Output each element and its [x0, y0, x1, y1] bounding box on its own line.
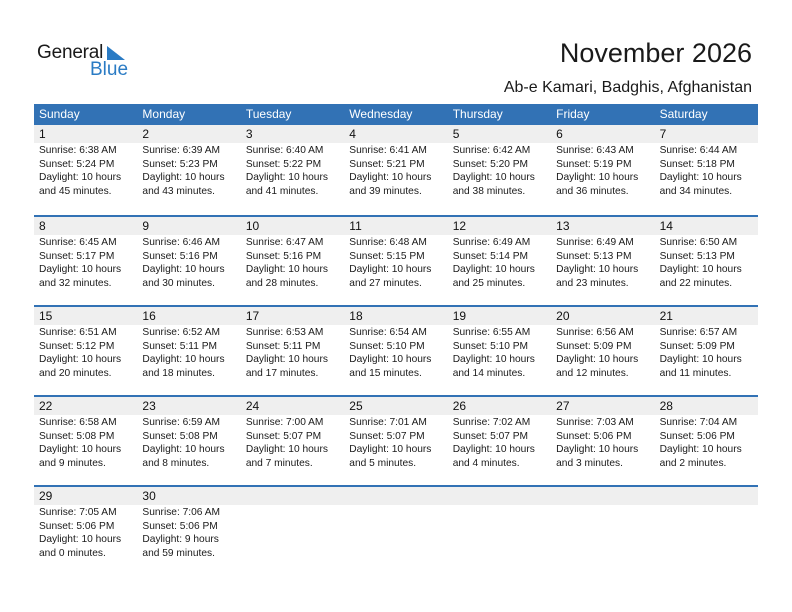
sunset-time: Sunset: 5:12 PM — [39, 340, 115, 352]
day-info — [137, 325, 240, 380]
sunset-time: Sunset: 5:20 PM — [452, 158, 529, 170]
calendar-week-row — [34, 125, 758, 215]
day-cell — [137, 487, 240, 575]
sunrise-time: Sunrise: 6:48 AM — [349, 237, 427, 248]
daylight-hours: Daylight: 10 hours — [556, 264, 639, 275]
daylight-hours: Daylight: 10 hours — [39, 172, 122, 183]
day-number: 20 — [551, 307, 654, 325]
day-number: 3 — [241, 125, 344, 143]
sunrise-time: Sunrise: 7:02 AM — [452, 417, 531, 428]
calendar-week-row — [34, 215, 758, 305]
day-number: 29 — [34, 487, 137, 505]
day-number: 6 — [551, 125, 654, 143]
daylight-hours: Daylight: 10 hours — [659, 172, 742, 183]
day-info — [34, 143, 137, 198]
daylight-hours: Daylight: 10 hours — [245, 444, 328, 455]
calendar-week-row — [34, 305, 758, 395]
day-info — [34, 415, 137, 470]
day-number: 14 — [655, 217, 758, 235]
daylight-hours: Daylight: 10 hours — [245, 354, 328, 365]
sunset-time: Sunset: 5:24 PM — [39, 158, 115, 170]
day-info — [551, 235, 654, 290]
sunrise-time: Sunrise: 6:57 AM — [659, 327, 738, 338]
daylight-minutes: and 5 minutes. — [349, 457, 417, 469]
day-info — [655, 143, 758, 198]
day-info — [34, 235, 137, 290]
day-cell — [241, 397, 344, 485]
sunset-time: Sunset: 5:17 PM — [39, 250, 115, 262]
weekday-saturday: Saturday — [659, 107, 708, 121]
day-number: 27 — [551, 397, 654, 415]
daylight-hours: Daylight: 10 hours — [659, 444, 742, 455]
daylight-minutes: and 9 minutes. — [39, 457, 106, 469]
day-info — [448, 325, 551, 380]
sunrise-time: Sunrise: 7:05 AM — [39, 507, 117, 518]
weekday-monday: Monday — [142, 107, 186, 121]
sunset-time: Sunset: 5:18 PM — [659, 158, 735, 170]
daylight-hours: Daylight: 10 hours — [142, 172, 225, 183]
day-number: 22 — [34, 397, 137, 415]
day-info — [137, 143, 240, 198]
daylight-hours: Daylight: 10 hours — [556, 354, 639, 365]
day-cell — [34, 217, 137, 305]
day-cell — [34, 125, 137, 215]
day-number: 10 — [241, 217, 344, 235]
sunrise-time: Sunrise: 6:53 AM — [245, 327, 324, 338]
location-subtitle: Ab-e Kamari, Badghis, Afghanistan — [503, 79, 752, 96]
day-info — [655, 235, 758, 290]
sunrise-time: Sunrise: 7:01 AM — [349, 417, 427, 428]
day-info — [344, 325, 447, 380]
sunrise-time: Sunrise: 6:50 AM — [659, 237, 738, 248]
sunset-time: Sunset: 5:16 PM — [245, 250, 322, 262]
day-info — [551, 143, 654, 198]
day-number: 24 — [241, 397, 344, 415]
daylight-minutes: and 43 minutes. — [142, 185, 215, 197]
daylight-hours: Daylight: 10 hours — [142, 444, 225, 455]
sunset-time: Sunset: 5:15 PM — [349, 250, 425, 262]
daylight-hours: Daylight: 10 hours — [39, 444, 122, 455]
day-info — [655, 415, 758, 470]
daylight-minutes: and 30 minutes. — [142, 277, 215, 289]
day-info — [551, 415, 654, 470]
empty-day-cell — [551, 487, 654, 575]
sunrise-time: Sunrise: 6:49 AM — [452, 237, 531, 248]
daylight-hours: Daylight: 10 hours — [349, 444, 432, 455]
daylight-minutes: and 11 minutes. — [659, 367, 732, 379]
day-number: 9 — [137, 217, 240, 235]
day-number: 23 — [137, 397, 240, 415]
daylight-hours: Daylight: 10 hours — [245, 172, 328, 183]
daylight-minutes: and 28 minutes. — [245, 277, 319, 289]
daylight-minutes: and 0 minutes. — [39, 547, 106, 559]
sunset-time: Sunset: 5:09 PM — [659, 340, 735, 352]
sunset-time: Sunset: 5:06 PM — [556, 430, 632, 442]
calendar-week-row — [34, 485, 758, 575]
sunrise-time: Sunrise: 6:52 AM — [142, 327, 221, 338]
logo-text-blue: Blue — [90, 59, 129, 80]
daylight-minutes: and 8 minutes. — [142, 457, 210, 469]
sunrise-time: Sunrise: 6:39 AM — [142, 145, 221, 156]
sunrise-time: Sunrise: 7:06 AM — [142, 507, 221, 518]
day-number: 12 — [448, 217, 551, 235]
calendar-week-row — [34, 395, 758, 485]
sunrise-time: Sunrise: 6:38 AM — [39, 145, 117, 156]
sunset-time: Sunset: 5:13 PM — [659, 250, 735, 262]
daylight-hours: Daylight: 10 hours — [452, 264, 535, 275]
empty-day-cell — [344, 487, 447, 575]
day-number: 4 — [344, 125, 447, 143]
day-cell — [448, 217, 551, 305]
day-cell — [344, 397, 447, 485]
day-cell — [448, 125, 551, 215]
sunrise-time: Sunrise: 6:40 AM — [245, 145, 324, 156]
daylight-hours: Daylight: 10 hours — [349, 354, 432, 365]
day-number — [241, 487, 344, 505]
day-number: 1 — [34, 125, 137, 143]
sunset-time: Sunset: 5:11 PM — [142, 340, 217, 352]
weekday-wednesday: Wednesday — [349, 107, 413, 121]
daylight-minutes: and 12 minutes. — [556, 367, 629, 379]
sunrise-time: Sunrise: 6:59 AM — [142, 417, 221, 428]
page-title: November 2026 — [559, 38, 752, 68]
daylight-minutes: and 36 minutes. — [556, 185, 629, 197]
day-info — [551, 325, 654, 380]
daylight-hours: Daylight: 10 hours — [39, 354, 122, 365]
weekday-header-row — [34, 104, 758, 125]
day-number — [448, 487, 551, 505]
daylight-minutes: and 27 minutes. — [349, 277, 422, 289]
generalblue-logo — [37, 42, 137, 82]
day-info — [655, 325, 758, 380]
day-info — [137, 235, 240, 290]
day-number: 11 — [344, 217, 447, 235]
daylight-minutes: and 23 minutes. — [556, 277, 629, 289]
day-number: 13 — [551, 217, 654, 235]
sunset-time: Sunset: 5:07 PM — [245, 430, 322, 442]
day-cell — [551, 397, 654, 485]
sunrise-time: Sunrise: 6:46 AM — [142, 237, 221, 248]
sunset-time: Sunset: 5:14 PM — [452, 250, 529, 262]
daylight-minutes: and 17 minutes. — [245, 367, 319, 379]
daylight-hours: Daylight: 10 hours — [39, 264, 122, 275]
sunrise-time: Sunrise: 6:49 AM — [556, 237, 634, 248]
weekday-thursday: Thursday — [452, 107, 503, 121]
weekday-friday: Friday — [556, 107, 590, 121]
day-info — [241, 325, 344, 380]
sunset-time: Sunset: 5:09 PM — [556, 340, 632, 352]
sunset-time: Sunset: 5:11 PM — [245, 340, 321, 352]
day-number: 16 — [137, 307, 240, 325]
day-info — [344, 415, 447, 470]
daylight-minutes: and 59 minutes. — [142, 547, 215, 559]
sunrise-time: Sunrise: 7:00 AM — [245, 417, 324, 428]
day-info — [137, 415, 240, 470]
day-number: 15 — [34, 307, 137, 325]
sunrise-time: Sunrise: 6:43 AM — [556, 145, 634, 156]
daylight-hours: Daylight: 10 hours — [452, 172, 535, 183]
daylight-hours: Daylight: 10 hours — [452, 354, 535, 365]
sunset-time: Sunset: 5:13 PM — [556, 250, 632, 262]
day-number: 17 — [241, 307, 344, 325]
daylight-minutes: and 15 minutes. — [349, 367, 422, 379]
day-number: 8 — [34, 217, 137, 235]
day-cell — [344, 307, 447, 395]
sunrise-time: Sunrise: 6:42 AM — [452, 145, 531, 156]
day-info — [344, 143, 447, 198]
day-cell — [344, 217, 447, 305]
daylight-hours: Daylight: 10 hours — [142, 264, 225, 275]
day-info — [241, 505, 344, 506]
day-cell — [551, 217, 654, 305]
day-cell — [655, 217, 758, 305]
day-info — [241, 415, 344, 470]
sunrise-time: Sunrise: 6:44 AM — [659, 145, 738, 156]
day-number — [551, 487, 654, 505]
daylight-hours: Daylight: 10 hours — [39, 534, 122, 545]
sunrise-time: Sunrise: 6:47 AM — [245, 237, 324, 248]
sunset-time: Sunset: 5:10 PM — [452, 340, 529, 352]
sunrise-time: Sunrise: 6:56 AM — [556, 327, 634, 338]
daylight-minutes: and 4 minutes. — [452, 457, 520, 469]
daylight-minutes: and 34 minutes. — [659, 185, 733, 197]
day-cell — [344, 125, 447, 215]
daylight-hours: Daylight: 10 hours — [556, 172, 639, 183]
daylight-hours: Daylight: 9 hours — [142, 534, 219, 545]
sunset-time: Sunset: 5:08 PM — [39, 430, 115, 442]
day-number: 26 — [448, 397, 551, 415]
day-cell — [137, 397, 240, 485]
day-cell — [241, 307, 344, 395]
day-cell — [137, 307, 240, 395]
day-cell — [137, 125, 240, 215]
empty-day-cell — [241, 487, 344, 575]
sunset-time: Sunset: 5:07 PM — [349, 430, 425, 442]
day-info — [241, 143, 344, 198]
day-number: 19 — [448, 307, 551, 325]
logo-text-general: General — [37, 42, 104, 63]
sunrise-time: Sunrise: 6:55 AM — [452, 327, 531, 338]
day-cell — [34, 307, 137, 395]
day-info — [551, 505, 654, 506]
sunset-time: Sunset: 5:06 PM — [39, 520, 115, 532]
daylight-minutes: and 45 minutes. — [39, 185, 112, 197]
sunset-time: Sunset: 5:07 PM — [452, 430, 529, 442]
sunrise-time: Sunrise: 6:41 AM — [349, 145, 427, 156]
calendar-grid — [34, 104, 758, 575]
daylight-hours: Daylight: 10 hours — [349, 264, 432, 275]
empty-day-cell — [655, 487, 758, 575]
day-cell — [241, 217, 344, 305]
day-cell — [551, 307, 654, 395]
day-info — [448, 143, 551, 198]
daylight-minutes: and 18 minutes. — [142, 367, 215, 379]
daylight-hours: Daylight: 10 hours — [245, 264, 328, 275]
day-cell — [551, 125, 654, 215]
sunrise-time: Sunrise: 6:54 AM — [349, 327, 427, 338]
daylight-minutes: and 41 minutes. — [245, 185, 319, 197]
sunset-time: Sunset: 5:16 PM — [142, 250, 218, 262]
day-cell — [448, 397, 551, 485]
day-info — [655, 505, 758, 506]
day-number: 25 — [344, 397, 447, 415]
day-info — [448, 415, 551, 470]
day-number: 7 — [655, 125, 758, 143]
day-number — [344, 487, 447, 505]
daylight-hours: Daylight: 10 hours — [556, 444, 639, 455]
day-number: 28 — [655, 397, 758, 415]
day-cell — [137, 217, 240, 305]
daylight-minutes: and 39 minutes. — [349, 185, 422, 197]
day-cell — [448, 307, 551, 395]
day-number: 2 — [137, 125, 240, 143]
sunset-time: Sunset: 5:19 PM — [556, 158, 632, 170]
day-number: 5 — [448, 125, 551, 143]
daylight-minutes: and 3 minutes. — [556, 457, 623, 469]
weekday-sunday: Sunday — [39, 107, 80, 121]
calendar-weeks — [34, 125, 758, 575]
sunset-time: Sunset: 5:06 PM — [659, 430, 735, 442]
day-number — [655, 487, 758, 505]
daylight-minutes: and 32 minutes. — [39, 277, 112, 289]
day-number: 30 — [137, 487, 240, 505]
day-info — [448, 505, 551, 506]
sunset-time: Sunset: 5:21 PM — [349, 158, 425, 170]
sunset-time: Sunset: 5:23 PM — [142, 158, 218, 170]
day-info — [137, 505, 240, 560]
day-info — [344, 505, 447, 506]
daylight-hours: Daylight: 10 hours — [659, 354, 742, 365]
logo-triangle-icon — [107, 46, 125, 60]
day-cell — [241, 125, 344, 215]
daylight-minutes: and 14 minutes. — [452, 367, 526, 379]
day-info — [448, 235, 551, 290]
day-info — [344, 235, 447, 290]
daylight-hours: Daylight: 10 hours — [452, 444, 535, 455]
daylight-minutes: and 20 minutes. — [39, 367, 112, 379]
sunrise-time: Sunrise: 6:58 AM — [39, 417, 117, 428]
day-info — [34, 505, 137, 560]
daylight-minutes: and 25 minutes. — [452, 277, 526, 289]
day-number: 18 — [344, 307, 447, 325]
weekday-tuesday: Tuesday — [245, 107, 292, 121]
sunset-time: Sunset: 5:10 PM — [349, 340, 425, 352]
daylight-minutes: and 38 minutes. — [452, 185, 526, 197]
day-info — [34, 325, 137, 380]
sunset-time: Sunset: 5:08 PM — [142, 430, 218, 442]
day-cell — [34, 397, 137, 485]
day-cell — [655, 397, 758, 485]
sunrise-time: Sunrise: 6:45 AM — [39, 237, 117, 248]
day-number: 21 — [655, 307, 758, 325]
sunrise-time: Sunrise: 7:03 AM — [556, 417, 634, 428]
daylight-hours: Daylight: 10 hours — [142, 354, 225, 365]
day-info — [241, 235, 344, 290]
daylight-minutes: and 2 minutes. — [659, 457, 727, 469]
sunrise-time: Sunrise: 7:04 AM — [659, 417, 738, 428]
daylight-minutes: and 7 minutes. — [245, 457, 313, 469]
day-cell — [655, 307, 758, 395]
day-cell — [34, 487, 137, 575]
empty-day-cell — [448, 487, 551, 575]
sunrise-time: Sunrise: 6:51 AM — [39, 327, 117, 338]
daylight-minutes: and 22 minutes. — [659, 277, 733, 289]
daylight-hours: Daylight: 10 hours — [349, 172, 432, 183]
day-cell — [655, 125, 758, 215]
sunset-time: Sunset: 5:22 PM — [245, 158, 322, 170]
daylight-hours: Daylight: 10 hours — [659, 264, 742, 275]
sunset-time: Sunset: 5:06 PM — [142, 520, 218, 532]
